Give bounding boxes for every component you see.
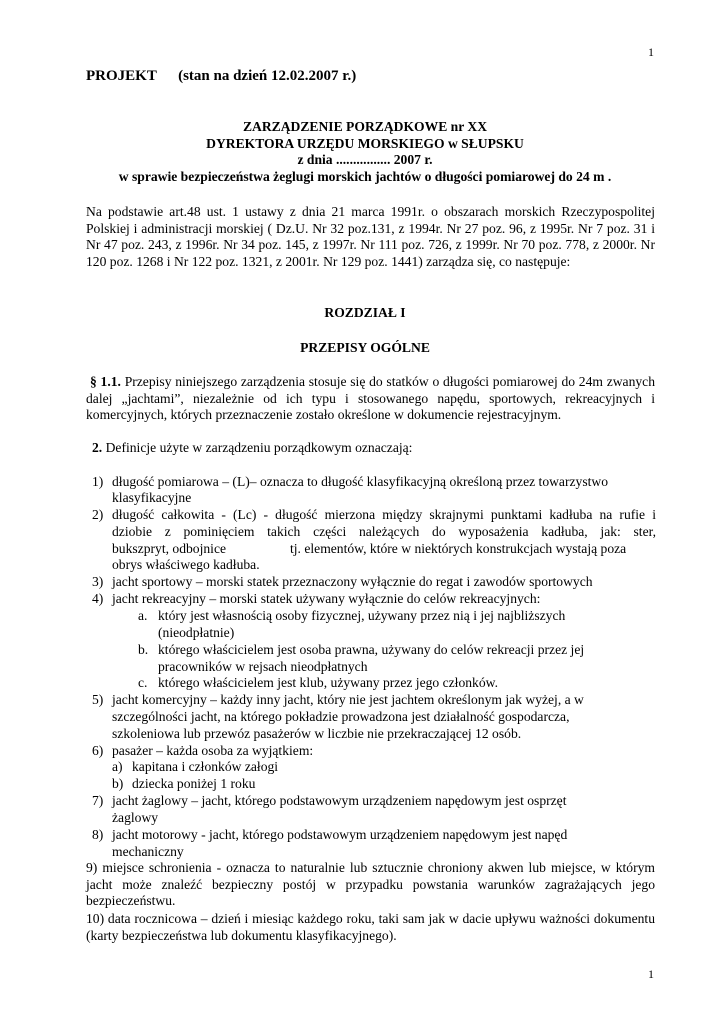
definition-3-number: 3) xyxy=(92,574,104,589)
definition-6a-text: kapitana i członków załogi xyxy=(132,759,279,774)
definition-2-line-3b: tj. elementów, które w niektórych konstrukcjach wystają poza xyxy=(290,541,627,556)
definition-6-number: 6) xyxy=(92,743,104,758)
definition-5-number: 5) xyxy=(92,692,104,707)
paragraph-text: Przepisy niniejszego zarządzenia stosuje się do statków o długości pomiarowej do 24m zwanych dalej „jachtami”, niezależnie od ich typu i stosowanego napędu, sportowych, rekreacyjnych i komercyjnych, których przeznaczenie zostało określone w dokumencie rejestracyjnym. xyxy=(86,374,655,422)
definition-10: 10) data rocznicowa – dzień i miesiąc każdego roku, taki sam jak w dacie upływu ważności dokumentu (karty bezpieczeństwa lub dokumentu klasyfikacyjnego). xyxy=(86,911,655,943)
definition-2-line-4: obrys właściwego kadłuba. xyxy=(112,557,260,572)
document-header xyxy=(86,68,356,85)
chapter-title: PRZEPISY OGÓLNE xyxy=(300,340,430,355)
definition-1-number: 1) xyxy=(92,474,104,489)
page-number-top: 1 xyxy=(648,45,654,59)
title-subject: w sprawie bezpieczeństwa żeglugi morskich jachtów o długości pomiarowej do 24 m . xyxy=(118,168,612,184)
definition-8-line-2: mechaniczny xyxy=(112,844,184,859)
definition-5-line-1: jacht komercyjny – każdy inny jacht, który nie jest jachtem określonym jak wyżej, a w xyxy=(112,692,584,707)
definition-4c-line-1: którego właścicielem jest klub, używany przez jego członków. xyxy=(158,675,498,690)
definition-5-line-2: szczególności jacht, na którego pokładzie prowadzona jest działalność gospodarcza, xyxy=(112,709,570,724)
definition-2-line-2: dziobie z pominięciem takich części należących do wyposażenia kadłuba, jak: ster, xyxy=(112,524,656,539)
definition-2-line-1: długość całkowita - (Lc) - długość mierzona między skrajnymi punktami kadłuba na rufie i xyxy=(112,507,656,522)
definition-7-line-2: żaglowy xyxy=(112,810,159,825)
definition-4b-mark: b. xyxy=(138,642,149,657)
definition-4-number: 4) xyxy=(92,591,104,606)
definition-4c-mark: c. xyxy=(138,675,148,690)
definition-4a-mark: a. xyxy=(138,608,148,623)
definition-4-line-1: jacht rekreacyjny – morski statek używany wyłącznie do celów rekreacyjnych: xyxy=(112,591,541,606)
definition-7-line-1: jacht żaglowy – jacht, którego podstawowym urządzeniem napędowym jest osprzęt xyxy=(112,793,567,808)
title-line-2: DYREKTORA URZĘDU MORSKIEGO w SŁUPSKU xyxy=(206,135,524,151)
title-date: z dnia ................ 2007 r. xyxy=(297,152,433,167)
definition-6-line-1: pasażer – każda osoba za wyjątkiem: xyxy=(112,743,314,758)
paragraph-1-1 xyxy=(86,374,655,424)
definition-6b-text: dziecka poniżej 1 roku xyxy=(132,776,256,791)
project-status: (stan na dzień 12.02.2007 r.) xyxy=(178,68,357,84)
page-number-bottom: 1 xyxy=(648,967,654,981)
paragraph-text: Definicje użyte w zarządzeniu porządkowym oznaczają: xyxy=(105,440,413,455)
definition-4a-line-2: (nieodpłatnie) xyxy=(158,625,235,640)
projekt-label: PROJEKT xyxy=(86,68,157,84)
paragraph-mark: § 1.1. xyxy=(90,374,121,389)
definition-9: 9) miejsce schronienia - oznacza to naturalnie lub sztucznie chroniony akwen lub miejsce, w którym jacht może znaleźć bezpieczny postój w przypadku powstania warunków zagrażających jego bezpieczeństwu. xyxy=(86,860,655,908)
definition-8-line-1: jacht motorowy - jacht, którego podstawowym urządzeniem napędowym jest napęd xyxy=(112,827,568,842)
definition-6a-mark: a) xyxy=(112,759,123,774)
preamble: Na podstawie art.48 ust. 1 ustawy z dnia 21 marca 1991r. o obszarach morskich Rzeczypospolitej Polskiej i administracji morskiej ( Dz.U. Nr 32 poz.131, z 1994r. Nr 27 poz. 96, z 1995r. Nr 7 poz. 31 i Nr 47 poz. 243, z 1996r. Nr 34 poz. 145, z 1997r. Nr 111 poz. 726, z 1999r. Nr 70 poz. 778, z 2000r. Nr 120 poz. 1268 i Nr 122 poz. 1321, z 2001r. Nr 129 poz. 1441) zarządza się, co następuje: xyxy=(86,204,655,269)
definition-5-line-3: szkoleniowa lub przewóz pasażerów w liczbie nie przekraczającej 12 osób. xyxy=(112,726,522,741)
definition-7-number: 7) xyxy=(92,793,104,808)
paragraph-mark: 2. xyxy=(92,440,103,455)
title-line-1: ZARZĄDZENIE PORZĄDKOWE nr XX xyxy=(242,119,488,134)
definition-4a-line-1: który jest własnością osoby fizycznej, używany przez nią i jej najbliższych xyxy=(158,608,566,623)
paragraph-2 xyxy=(92,440,412,457)
definition-4b-line-1: którego właścicielem jest osoba prawna, używany do celów rekreacji przez jej xyxy=(158,642,585,657)
definition-8-number: 8) xyxy=(92,827,104,842)
definition-2-number: 2) xyxy=(92,507,104,522)
definition-3-line-1: jacht sportowy – morski statek przeznaczony wyłącznie do regat i zawodów sportowych xyxy=(112,574,593,589)
definition-6b-mark: b) xyxy=(112,776,124,791)
definition-1-line-2: klasyfikacyjne xyxy=(112,490,192,505)
definition-4b-line-2: pracowników w rejsach nieodpłatnych xyxy=(158,659,368,674)
document-title xyxy=(80,119,650,185)
definition-2-line-3a: bukszpryt, odbojnice xyxy=(112,541,227,556)
chapter-number: ROZDZIAŁ I xyxy=(324,305,406,320)
definition-1-line-1: długość pomiarowa – (L)– oznacza to długość klasyfikacyjną określoną przez towarzystwo xyxy=(112,474,608,489)
